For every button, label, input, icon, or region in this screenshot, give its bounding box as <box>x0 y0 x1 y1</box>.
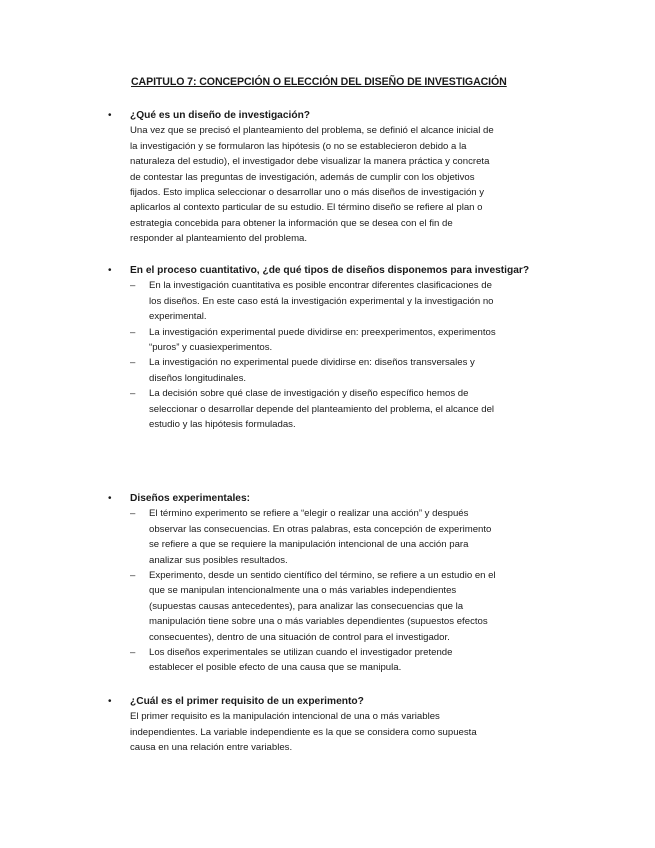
dash-icon: – <box>130 647 136 659</box>
list-item-line: consecuentes), dentro de una situación de control para el investigador. <box>149 631 450 643</box>
paragraph-line: fijados. Esto implica seleccionar o desarrollar uno o más diseños de investigación y <box>130 187 485 199</box>
section-heading: ¿Cuál es el primer requisito de un experimento? <box>130 696 364 707</box>
paragraph-line: naturaleza del estudio), el investigador debe visualizar la manera práctica y concreta <box>130 156 490 168</box>
chapter-title: CAPITULO 7: CONCEPCIÓN O ELECCIÓN DEL DISEÑO DE INVESTIGACIÓN <box>131 76 507 88</box>
list-item-line: experimental. <box>149 311 207 323</box>
list-item-line: los diseños. En este caso está la investigación experimental y la investigación no <box>149 295 494 307</box>
list-item-line: Experimento, desde un sentido científico del término, se refiere a un estudio en el <box>149 570 496 582</box>
list-item <box>130 325 570 356</box>
list-item-line: El término experimento se refiere a “elegir o realizar una acción” y después <box>149 508 469 520</box>
bullet-icon: • <box>108 110 112 121</box>
list-item-line: establecer el posible efecto de una causa que se manipula. <box>149 662 402 674</box>
list-item-line: diseños longitudinales. <box>149 372 247 384</box>
paragraph-line: Una vez que se precisó el planteamiento del problema, se definió el alcance inicial de <box>130 125 494 137</box>
list-item-line: analizar sus posibles resultados. <box>149 554 288 566</box>
list-item-line: seleccionar o desarrollar depende del planteamiento del problema, el alcance del <box>149 403 495 415</box>
list-item <box>130 355 570 386</box>
list-item-line: Los diseños experimentales se utilizan cuando el investigador pretende <box>149 647 453 659</box>
list-item-line: La investigación experimental puede dividirse en: preexperimentos, experimentos <box>149 326 496 338</box>
dash-icon: – <box>130 388 136 400</box>
paragraph-line: causa en una relación entre variables. <box>130 742 293 754</box>
paragraph-line: de contestar las preguntas de investigación, además de cumplir con los objetivos <box>130 171 475 183</box>
list-item-line: La investigación no experimental puede dividirse en: diseños transversales y <box>149 357 475 369</box>
paragraph-line: El primer requisito es la manipulación intencional de una o más variables <box>130 711 440 723</box>
section-paragraph <box>130 709 566 755</box>
dash-icon: – <box>130 326 136 338</box>
section-heading: En el proceso cuantitativo, ¿de qué tipos de diseños disponemos para investigar? <box>130 265 530 276</box>
list-item-line: observar las consecuencias. En otras palabras, esta concepción de experimento <box>149 523 492 535</box>
section-heading: Diseños experimentales: <box>130 493 251 504</box>
dash-list <box>130 506 570 675</box>
bullet-icon: • <box>108 696 112 707</box>
dash-icon: – <box>130 570 136 582</box>
list-item-line: En la investigación cuantitativa es posible encontrar diferentes clasificaciones de <box>149 280 492 292</box>
dash-icon: – <box>130 357 136 369</box>
list-item-line: se refiere a que se requiere la manipulación intencional de una acción para <box>149 539 469 551</box>
paragraph-line: independientes. La variable independiente es la que se considera como supuesta <box>130 726 477 738</box>
paragraph-line: aplicarlos al contexto particular de su estudio. El término diseño se refiere al plan o <box>130 202 483 214</box>
list-item-line: (supuestas causas antecedentes), para analizar las consecuencias que la <box>149 600 464 612</box>
list-item <box>130 506 570 568</box>
paragraph-line: estrategia concebida para obtener la información que se desea con el fin de <box>130 217 453 229</box>
list-item-line: “puros” y cuasiexperimentos. <box>149 342 273 354</box>
section-heading: ¿Qué es un diseño de investigación? <box>130 110 311 121</box>
dash-icon: – <box>130 280 136 292</box>
list-item <box>130 645 570 676</box>
list-item <box>130 568 570 645</box>
list-item <box>130 386 570 432</box>
paragraph-line: responder al planteamiento del problema. <box>130 233 308 245</box>
list-item-line: manipulación tiene sobre una o más variables dependientes (supuestos efectos <box>149 616 488 628</box>
list-item <box>130 278 570 324</box>
dash-icon: – <box>130 508 136 520</box>
paragraph-line: la investigación y se formularon las hipótesis (o no se establecieron debido a la <box>130 140 467 152</box>
list-item-line: La decisión sobre qué clase de investigación y diseño específico hemos de <box>149 388 469 400</box>
dash-list <box>130 278 570 432</box>
section-paragraph <box>130 123 566 246</box>
bullet-icon: • <box>108 493 112 504</box>
list-item-line: estudio y las hipótesis formuladas. <box>149 419 296 431</box>
bullet-icon: • <box>108 265 112 276</box>
list-item-line: que se manipulan intencionalmente una o más variables independientes <box>149 585 457 597</box>
